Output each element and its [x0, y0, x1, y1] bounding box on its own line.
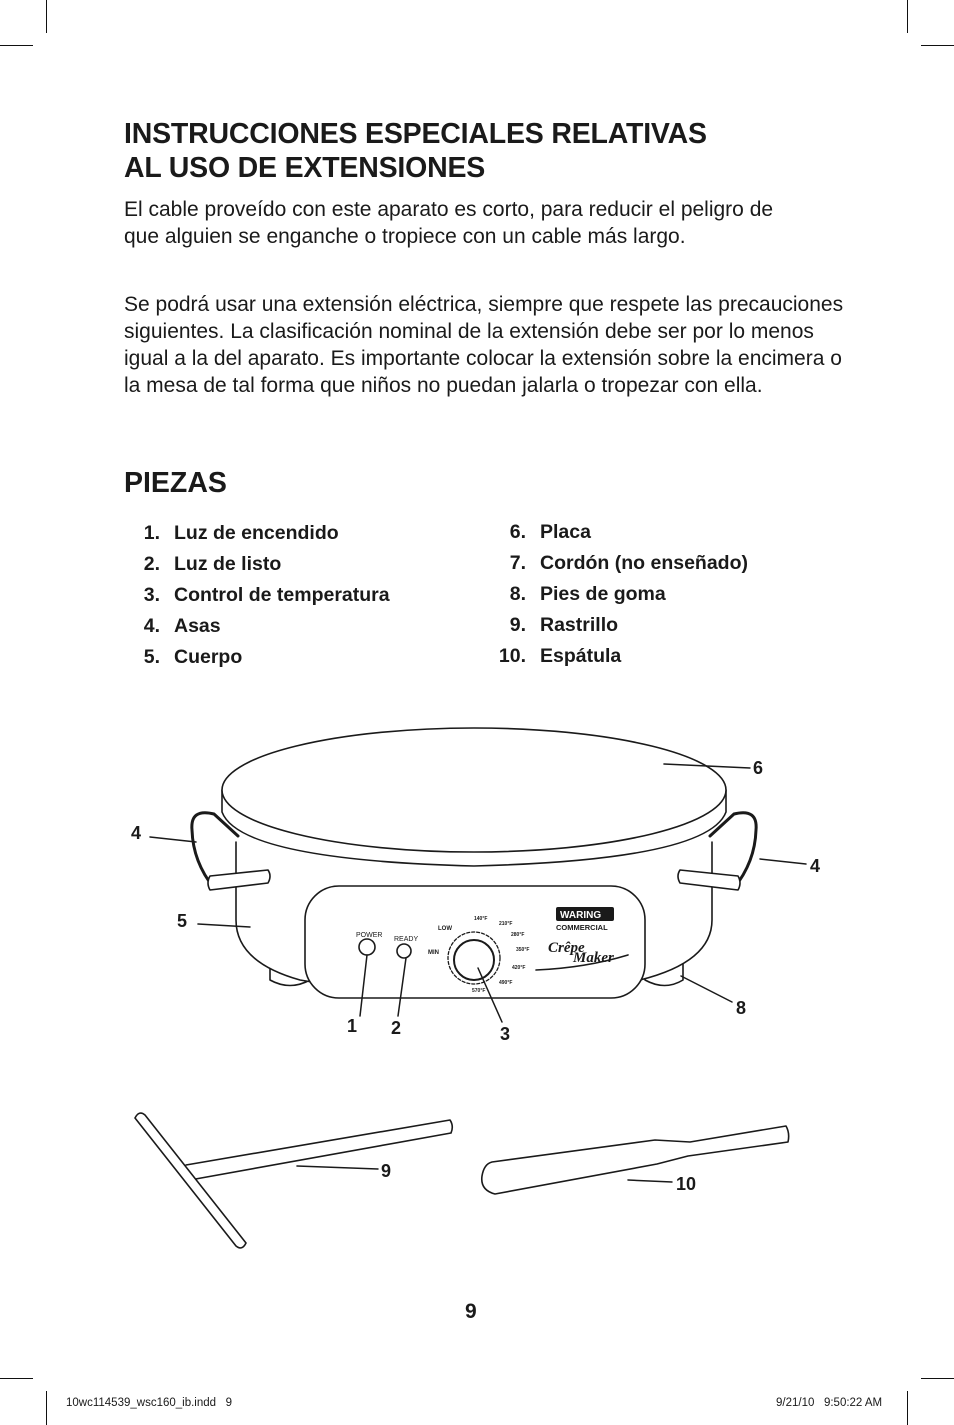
temp-label: 210°F	[499, 921, 513, 927]
ready-label: READY	[394, 936, 419, 943]
part-number: 2.	[143, 553, 160, 575]
part-label: Luz de listo	[174, 553, 282, 575]
power-light	[359, 939, 375, 955]
crepe-plate	[222, 728, 726, 852]
part-number: 8.	[509, 583, 526, 605]
callout-label: 1	[347, 1016, 358, 1036]
leader-line	[297, 1166, 378, 1169]
brand-name: WARING	[560, 910, 602, 921]
part-label: Cuerpo	[174, 646, 243, 668]
callout-label: 3	[500, 1024, 511, 1044]
temp-label: 570°F	[472, 988, 486, 994]
part-label: Control de temperatura	[174, 584, 390, 606]
part-number: 4.	[143, 615, 160, 637]
temp-label: 490°F	[499, 980, 513, 986]
callout-label: 4	[131, 823, 142, 843]
leader-line	[628, 1180, 672, 1182]
part-label: Espátula	[540, 645, 622, 667]
callout-label: 10	[676, 1174, 697, 1194]
part-label: Cordón (no enseñado)	[540, 552, 748, 574]
power-label: POWER	[356, 932, 383, 939]
temp-label: 280°F	[511, 932, 525, 938]
temp-label: 350°F	[516, 947, 530, 953]
part-label: Rastrillo	[540, 614, 619, 636]
part-number: 7.	[509, 552, 526, 574]
callout-label: 5	[177, 911, 188, 931]
part-number: 6.	[509, 521, 526, 543]
parts-heading: PIEZAS	[124, 467, 227, 499]
callout-label: 9	[381, 1161, 392, 1181]
temperature-dial	[454, 940, 494, 980]
part-label: Pies de goma	[540, 583, 666, 605]
part-number: 1.	[143, 522, 160, 544]
heading-line-1: INSTRUCCIONES ESPECIALES RELATIVAS	[124, 118, 707, 150]
footer-file-name: 10wc114539_wsc160_ib.indd 9	[66, 1397, 233, 1409]
leader-line	[150, 837, 196, 842]
callout-label: 8	[736, 998, 747, 1018]
footer-timestamp: 9/21/10 9:50:22 AM	[776, 1397, 883, 1409]
ready-light	[397, 944, 411, 958]
leader-line	[760, 859, 806, 864]
part-number: 9.	[509, 614, 526, 636]
brand-subtitle: COMMERCIAL	[556, 923, 608, 932]
part-number: 3.	[143, 584, 160, 606]
paragraph-cable: El cable proveído con este aparato es corto, para reducir el peligro de que alguien se enganche o tropiece con un cable más largo.	[124, 198, 774, 248]
paragraph-extension: Se podrá usar una extensión eléctrica, siempre que respete las precauciones siguientes. La clasificación nominal de la extensión debe ser por lo menos igual a la del aparato. Es importante colocar la extensión sobre la encimera o la mesa de tal forma que niños no puedan jalarla o tropezar con ella.	[124, 293, 844, 397]
part-label: Placa	[540, 521, 591, 543]
product-name-1: Crêpe	[548, 940, 585, 956]
spatula	[482, 1126, 789, 1194]
page-number: 9	[465, 1300, 477, 1323]
temp-label: 420°F	[512, 965, 526, 971]
part-label: Luz de encendido	[174, 522, 339, 544]
callout-label: 2	[391, 1018, 402, 1038]
part-label: Asas	[174, 615, 221, 637]
crepe-rake-handle	[186, 1120, 452, 1180]
callout-label: 4	[810, 856, 821, 876]
part-number: 10.	[498, 645, 526, 667]
callout-label: 6	[753, 758, 764, 778]
low-label: LOW	[438, 926, 452, 932]
heading-line-2: AL USO DE EXTENSIONES	[124, 152, 486, 184]
temp-label: 140°F	[474, 916, 488, 922]
product-name-2: Maker	[573, 950, 614, 966]
part-number: 5.	[143, 646, 160, 668]
leader-line	[681, 976, 732, 1002]
crepe-rake-bar	[135, 1113, 246, 1248]
min-label: MIN	[428, 950, 439, 956]
